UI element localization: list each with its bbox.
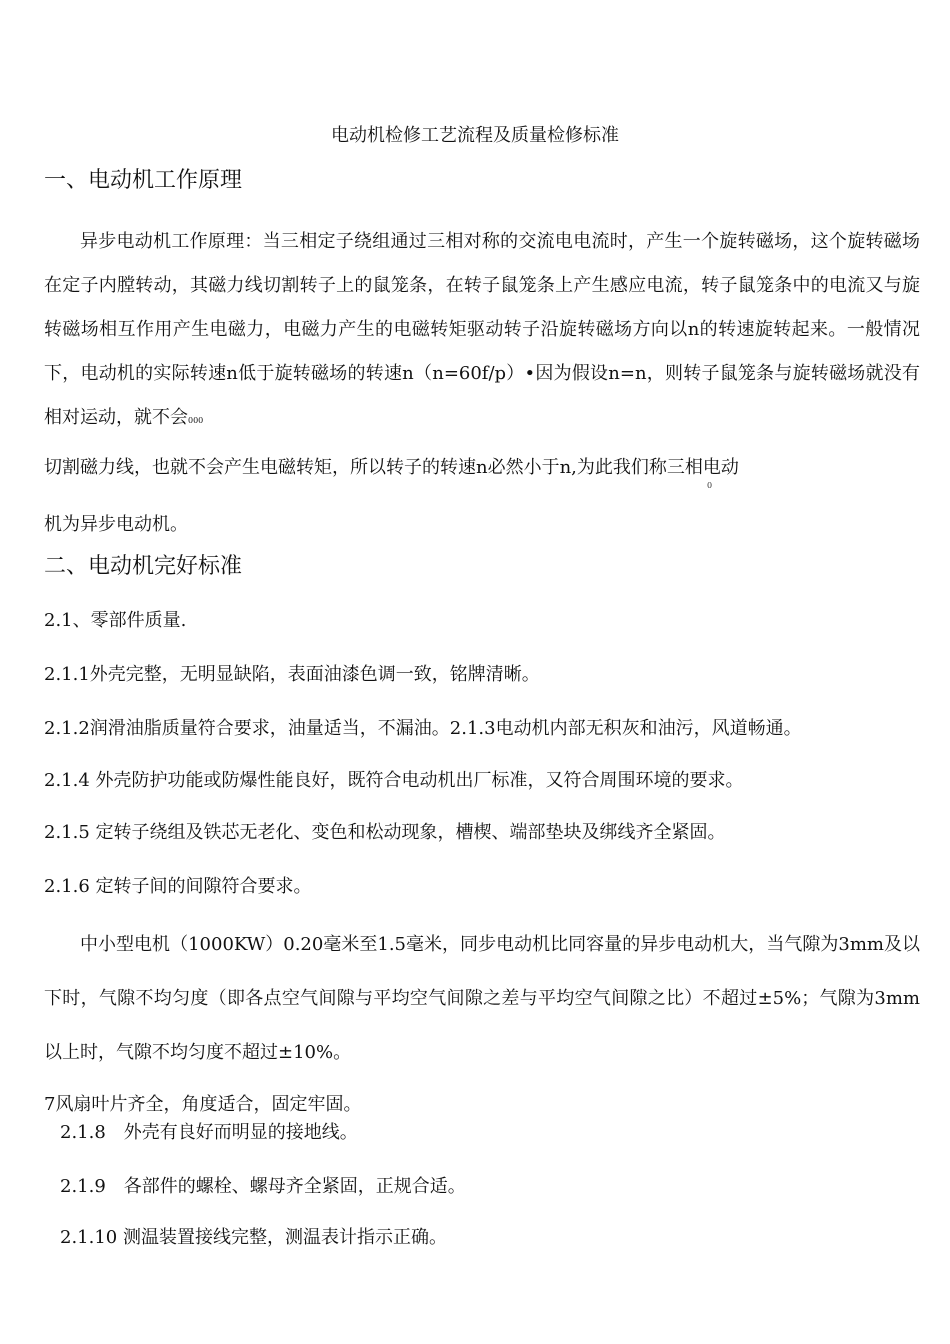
working-principle-line-3: 机为异步电动机。 xyxy=(44,514,188,535)
working-principle-paragraph xyxy=(44,220,920,443)
item-2-1-4: 2.1.4 外壳防护功能或防爆性能良好，既符合电动机出厂标准，又符合周围环境的要求。 xyxy=(44,770,744,791)
item-2-1-8: 2.1.8 外壳有良好而明显的接地线。 xyxy=(60,1122,358,1143)
item-2-1-6: 2.1.6 定转子间的间隙符合要求。 xyxy=(44,876,312,897)
item-2-1: 2.1、零部件质量. xyxy=(44,610,187,631)
item-2-1-5: 2.1.5 定转子绕组及铁芯无老化、变色和松动现象，槽楔、端部垫块及绑线齐全紧固。 xyxy=(44,822,726,843)
item-2-1-1: 2.1.1外壳完整，无明显缺陷，表面油漆色调一致，铭牌清晰。 xyxy=(44,664,540,685)
item-2-1-9: 2.1.9 各部件的螺栓、螺母齐全紧固，正规合适。 xyxy=(60,1176,466,1197)
document-title: 电动机检修工艺流程及质量检修标准 xyxy=(331,125,619,146)
item-2-1-2: 2.1.2润滑油脂质量符合要求，油量适当，不漏油。2.1.3电动机内部无积灰和油污，风道畅通。 xyxy=(44,718,802,739)
working-principle-text: 异步电动机工作原理：当三相定子绕组通过三相对称的交流电电流时，产生一个旋转磁场，这个旋转磁场在定子内膛转动，其磁力线切割转子上的鼠笼条，在转子鼠笼条上产生感应电流，转子鼠笼条中的电流又与旋转磁场相互作用产生电磁力，电磁力产生的电磁转矩驱动转子沿旋转磁场方向以n的转速旋转起来。一般情况下，电动机的实际转速n低于旋转磁场的转速n（n=60f/p）•因为假设n=n，则转子鼠笼条与旋转磁场就没有相对运动，就不会 xyxy=(44,231,920,428)
working-principle-line-2: 切割磁力线，也就不会产生电磁转矩，所以转子的转速n必然小于n,为此我们称三相电动 xyxy=(44,457,739,478)
section-2-heading: 二、电动机完好标准 xyxy=(44,554,243,579)
subscript-mark: 0 xyxy=(707,481,713,490)
item-2-1-7: 7风扇叶片齐全，角度适合，固定牢固。 xyxy=(44,1094,362,1115)
subscript-marks: 000 xyxy=(188,416,204,425)
item-2-1-10: 2.1.10 测温装置接线完整，测温表计指示正确。 xyxy=(60,1227,447,1248)
section-1-heading: 一、电动机工作原理 xyxy=(44,168,243,193)
air-gap-paragraph: 中小型电机（1000KW）0.20毫米至1.5毫米，同步电动机比同容量的异步电动机大，当气隙为3mm及以下时，气隙不均匀度（即各点空气间隙与平均空气间隙之差与平均空气间隙之比）不超过±5%；气隙为3mm以上时，气隙不均匀度不超过±10%。 xyxy=(44,934,920,1063)
